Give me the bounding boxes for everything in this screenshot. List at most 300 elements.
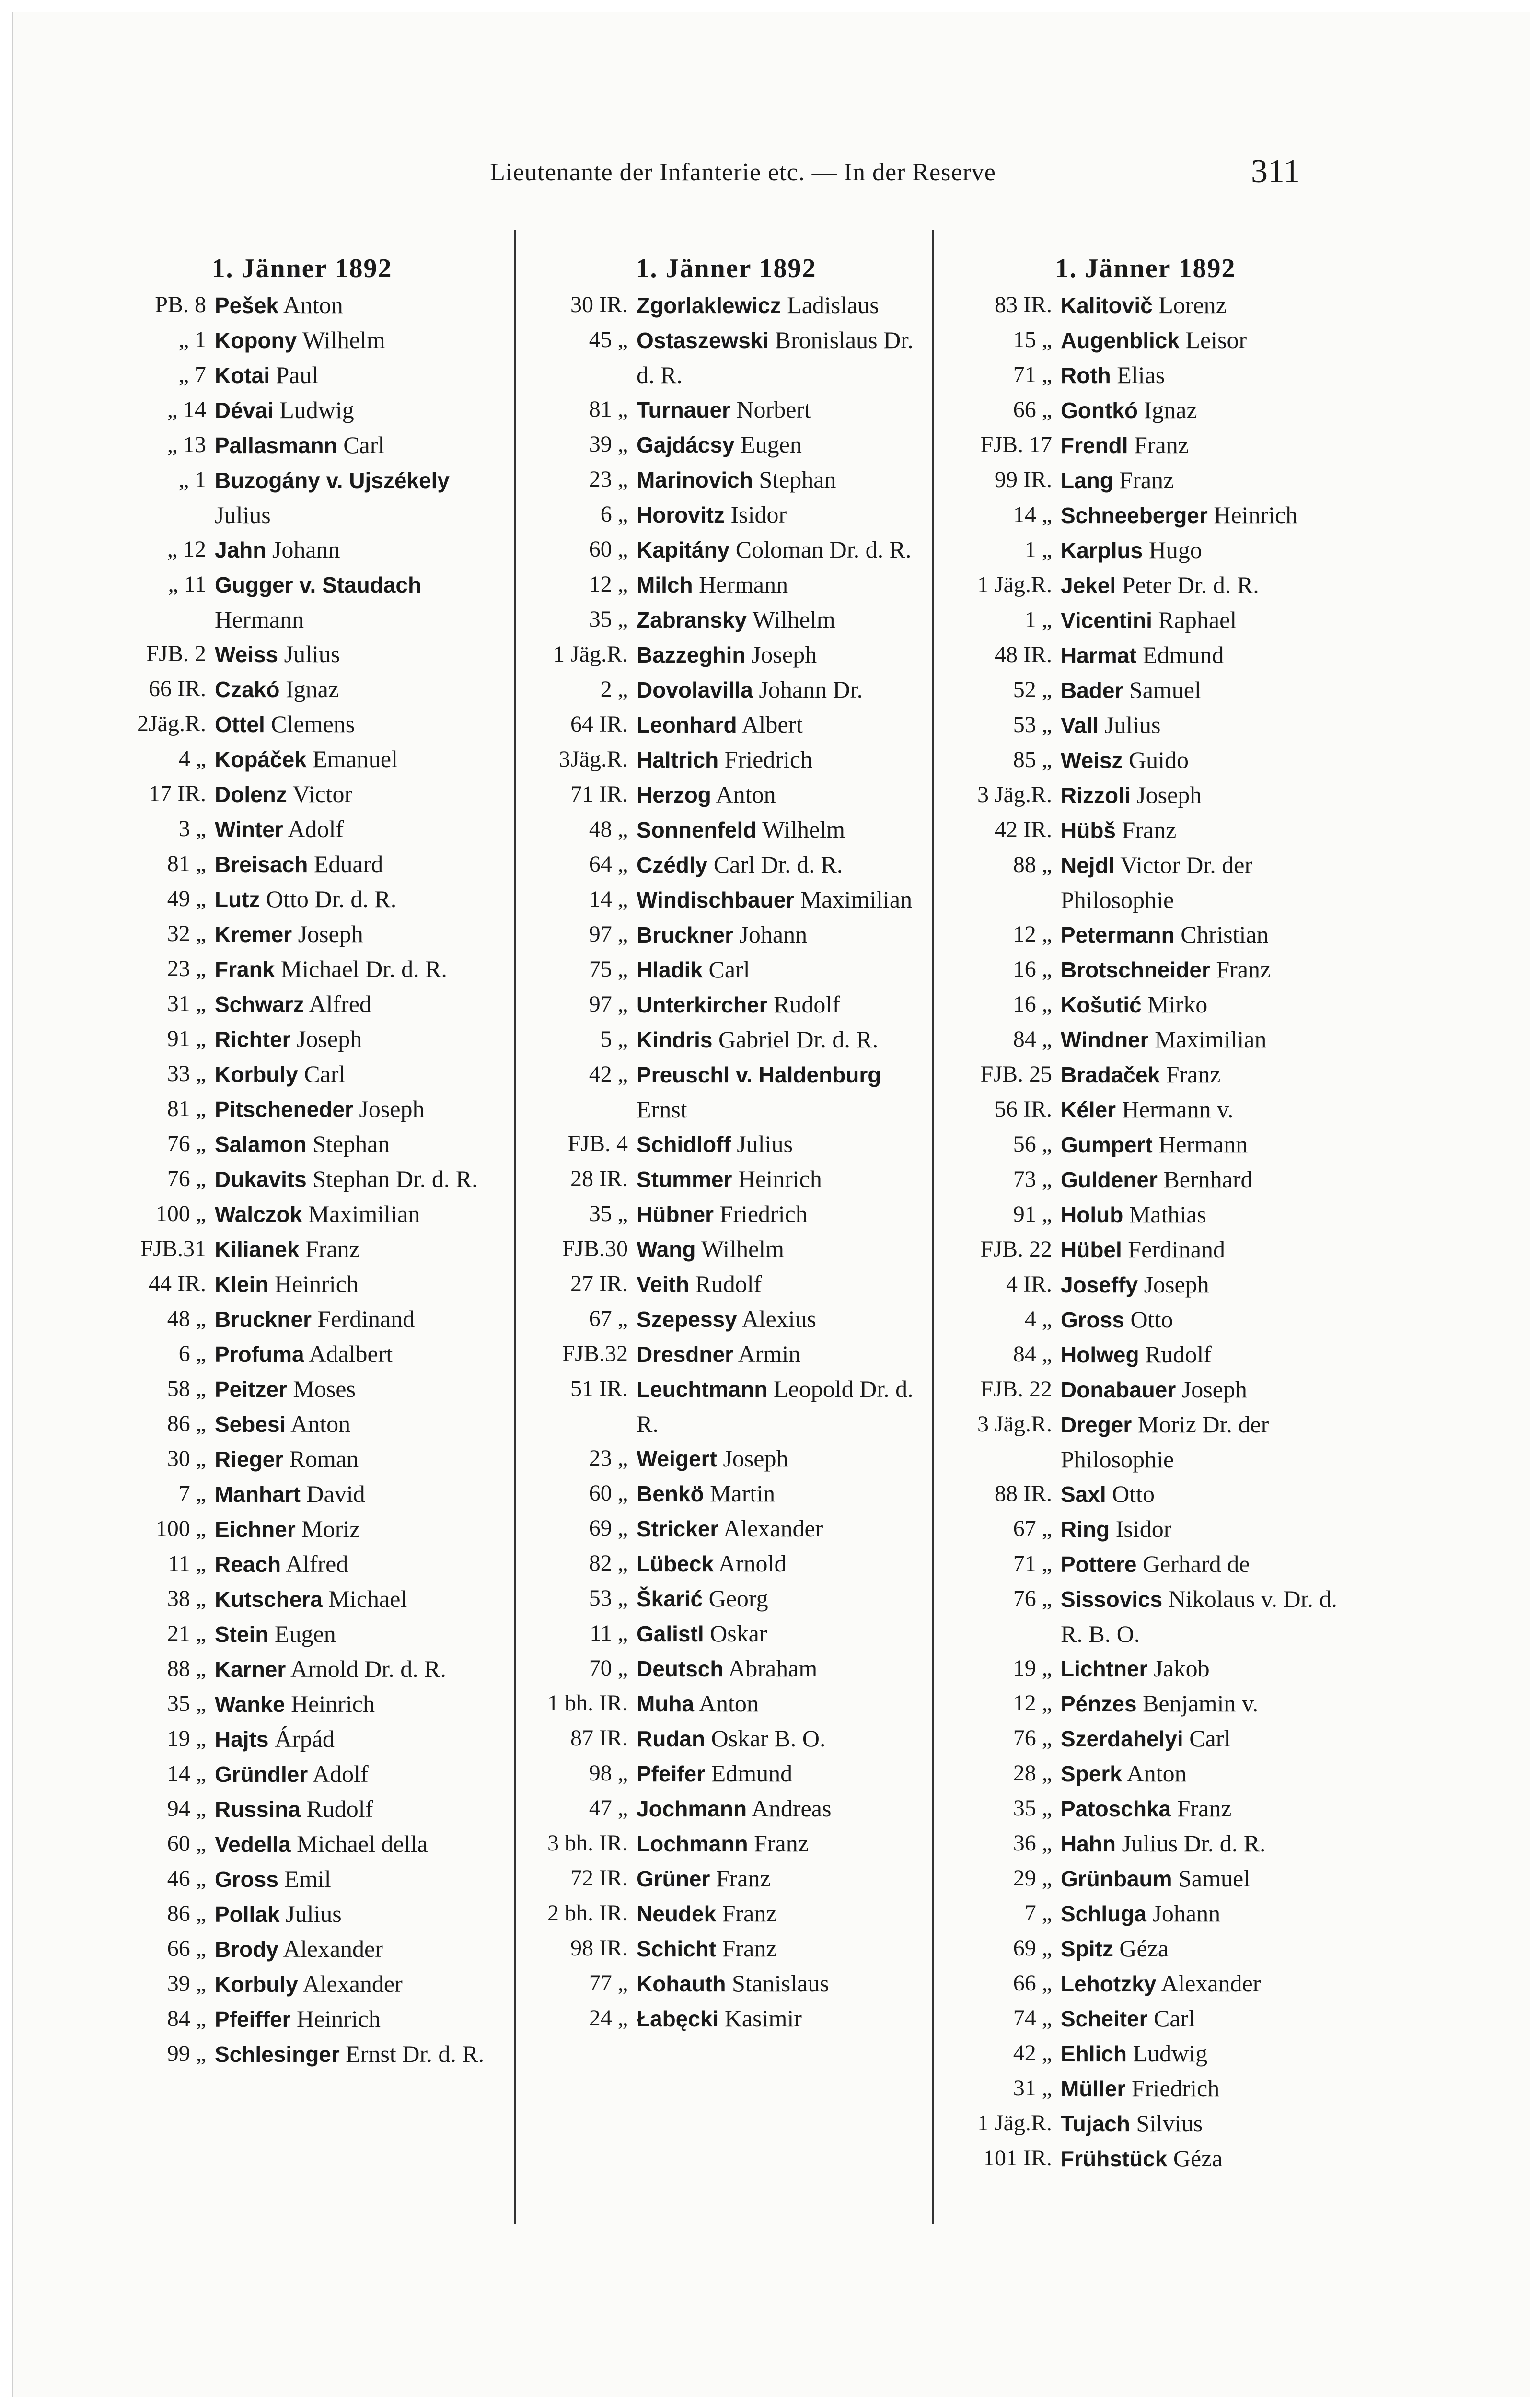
regiment-label: 42 IR. [995, 817, 1052, 842]
list-item [942, 1547, 1349, 1582]
list-item [522, 497, 930, 532]
column-heading: 1. Jänner 1892 [636, 254, 817, 283]
given-name: Julius [286, 1900, 342, 1927]
surname: Pešek [215, 293, 279, 318]
list-item [101, 637, 503, 672]
regiment-label: 1 Jäg.R. [977, 2110, 1052, 2136]
surname: Sebesi [215, 1412, 286, 1437]
surname: Weiss [215, 642, 278, 667]
officer-name [1061, 358, 1349, 393]
regiment-label: 14 „ [1013, 502, 1052, 527]
surname: Dreger [1061, 1412, 1132, 1437]
regiment-label: 1 Jäg.R. [553, 641, 628, 667]
regiment-label: 51 IR. [570, 1376, 628, 1401]
surname: Donabauer [1061, 1377, 1176, 1402]
given-name: Franz [754, 1830, 809, 1857]
surname: Kéler [1061, 1097, 1116, 1122]
given-name: Abraham [728, 1655, 818, 1682]
surname: Lehotzky [1061, 1971, 1157, 1996]
given-name: Anton [698, 1690, 759, 1717]
list-item [522, 1337, 930, 1372]
regiment-label: FJB.31 [140, 1236, 206, 1261]
given-name: Hermann [1158, 1131, 1248, 1158]
regiment-label: 15 „ [1013, 327, 1052, 352]
given-name: Carl Dr. d. R. [713, 851, 843, 878]
given-name: Heinrich [1214, 501, 1298, 528]
list-item [522, 1931, 930, 1966]
surname: Škarić [637, 1586, 703, 1611]
given-name: Carl [1154, 2005, 1195, 2032]
list-item [101, 1722, 503, 1757]
given-name: Friedrich [724, 746, 813, 773]
surname: Rizzoli [1061, 783, 1131, 808]
list-item [942, 1826, 1349, 1861]
given-name: Michael Dr. d. R. [280, 955, 447, 982]
list-item [942, 1232, 1349, 1267]
list-item [942, 463, 1349, 498]
regiment-label: FJB. 22 [980, 1236, 1052, 1262]
regiment-label: „ 12 [167, 536, 206, 562]
officer-name [215, 567, 503, 637]
list-item [942, 428, 1349, 463]
officer-name [1061, 917, 1349, 952]
officer-name [1061, 1372, 1349, 1407]
given-name: Alexander [283, 1935, 383, 1962]
given-name: Carl [1189, 1725, 1231, 1752]
given-name: Friedrich [719, 1200, 808, 1227]
regiment-label: 23 „ [589, 1445, 628, 1471]
surname: Łabęcki [637, 2006, 719, 2031]
list-item [101, 1757, 503, 1792]
list-item [522, 1581, 930, 1616]
officer-name [1061, 1302, 1349, 1337]
surname: Bradaček [1061, 1062, 1160, 1087]
regiment-label: 47 „ [589, 1795, 628, 1821]
regiment-label: 1 „ [1024, 537, 1052, 562]
list-item [942, 1651, 1349, 1686]
given-name: Roman [289, 1445, 359, 1472]
officer-name [1061, 1232, 1349, 1267]
given-name: Alexander [1161, 1970, 1261, 1997]
regiment-label: 1 bh. IR. [547, 1690, 628, 1716]
given-name: Moses [293, 1375, 356, 1402]
surname: Wanke [215, 1692, 285, 1717]
given-name: Julius [215, 501, 271, 528]
list-item [101, 1302, 503, 1337]
surname: Kremer [215, 922, 292, 947]
surname: Lochmann [637, 1831, 748, 1856]
list-item [942, 358, 1349, 393]
list-item [101, 777, 503, 812]
officer-name [637, 1756, 930, 1791]
list-item [942, 987, 1349, 1022]
officer-name [215, 1547, 503, 1582]
given-name: Benjamin v. [1143, 1690, 1259, 1717]
surname: Hübel [1061, 1237, 1122, 1262]
given-name: Gerhard de [1142, 1550, 1250, 1577]
officer-name [637, 1476, 930, 1511]
given-name: Emil [284, 1865, 331, 1892]
officer-name [215, 1197, 503, 1232]
given-name: Michael [328, 1585, 407, 1612]
surname: Schwarz [215, 992, 304, 1017]
list-item [942, 2001, 1349, 2036]
surname: Benkö [637, 1481, 704, 1506]
officer-name [215, 1127, 503, 1162]
officer-name [215, 1092, 503, 1127]
list-item [101, 917, 503, 952]
regiment-label: 48 „ [589, 816, 628, 842]
officer-name [637, 392, 930, 427]
regiment-label: 32 „ [167, 921, 206, 946]
regiment-label: 58 „ [167, 1376, 206, 1401]
given-name: Maximilian [308, 1200, 420, 1227]
regiment-label: 84 „ [1013, 1026, 1052, 1052]
list-item [522, 567, 930, 602]
regiment-label: 12 „ [1013, 1690, 1052, 1716]
given-name: Franz [1134, 431, 1189, 458]
list-item [101, 2001, 503, 2036]
officer-name [215, 1862, 503, 1897]
surname: Buzogány v. Ujszékely [215, 468, 450, 493]
surname: Lutz [215, 887, 260, 912]
officer-name [1061, 743, 1349, 778]
surname: Unterkircher [637, 992, 768, 1017]
officer-name [215, 1477, 503, 1512]
officer-name [637, 1896, 930, 1931]
column-divider [932, 230, 934, 2224]
list-item [101, 1022, 503, 1057]
given-name: Wilhelm [762, 816, 845, 843]
given-name: Anton [290, 1410, 351, 1437]
officer-name [637, 1581, 930, 1616]
officer-name [215, 987, 503, 1022]
surname: Manhart [215, 1482, 301, 1507]
surname: Dovolavilla [637, 677, 753, 702]
given-name: Franz [1216, 956, 1271, 983]
surname: Lichtner [1061, 1656, 1148, 1681]
surname: Breisach [215, 852, 308, 877]
surname: Stummer [637, 1167, 732, 1192]
regiment-label: 35 „ [1013, 1795, 1052, 1821]
officer-name [215, 1617, 503, 1652]
surname: Korbuly [215, 1062, 298, 1087]
list-item [101, 1057, 503, 1092]
surname: Bruckner [637, 922, 733, 947]
regiment-label: 39 „ [167, 1971, 206, 1996]
surname: Brody [215, 1937, 278, 1962]
surname: Windner [1061, 1027, 1149, 1052]
list-item [101, 1232, 503, 1267]
regiment-label: 87 IR. [570, 1725, 628, 1751]
given-name: Franz [305, 1235, 360, 1262]
regiment-label: 64 „ [589, 851, 628, 877]
regiment-label: 75 „ [589, 956, 628, 982]
regiment-label: 42 „ [1013, 2040, 1052, 2066]
regiment-label: 14 „ [589, 886, 628, 912]
list-item [522, 1861, 930, 1896]
given-name: Alfred [309, 990, 371, 1017]
surname: Zabransky [637, 607, 747, 632]
surname: Jekel [1061, 573, 1116, 598]
officer-name [215, 463, 503, 532]
given-name: Rudolf [695, 1270, 762, 1297]
regiment-label: 12 „ [1013, 921, 1052, 947]
officer-name [1061, 1162, 1349, 1197]
surname: Harmat [1061, 643, 1137, 668]
officer-name [1061, 813, 1349, 848]
given-name: Joseph [298, 920, 363, 947]
officer-name [637, 288, 930, 323]
given-name: Stephan [759, 466, 836, 493]
entry-list [942, 288, 1349, 2176]
surname: Gross [1061, 1307, 1124, 1332]
officer-name [1061, 1512, 1349, 1547]
given-name: Anton [1126, 1760, 1187, 1787]
given-name: Maximilian [1155, 1026, 1267, 1053]
given-name: Stanislaus [732, 1970, 829, 1997]
given-name: Maximilian [800, 886, 913, 913]
given-name: Lorenz [1158, 291, 1227, 318]
given-name: Joseph [359, 1095, 425, 1122]
officer-name [215, 637, 503, 672]
regiment-label: „ 11 [168, 571, 206, 597]
officer-name [215, 1512, 503, 1547]
given-name: Johann [1152, 1900, 1221, 1927]
surname: Vicentini [1061, 608, 1152, 633]
list-item [942, 952, 1349, 987]
list-item [522, 1651, 930, 1686]
entry-list [101, 288, 503, 2071]
surname: Hübner [637, 1202, 714, 1227]
surname: Gumpert [1061, 1132, 1153, 1157]
surname: Lang [1061, 468, 1113, 493]
surname: Augenblick [1061, 328, 1180, 353]
list-item [101, 1372, 503, 1407]
regiment-label: 29 „ [1013, 1865, 1052, 1891]
regiment-label: FJB. 25 [980, 1061, 1052, 1087]
given-name: Edmund [711, 1760, 793, 1787]
officer-name [637, 987, 930, 1022]
list-item [522, 882, 930, 917]
surname: Kohauth [637, 1971, 726, 1996]
surname: Petermann [1061, 922, 1175, 947]
officer-name [1061, 1896, 1349, 1931]
officer-name [637, 1511, 930, 1546]
regiment-label: 11 „ [168, 1551, 206, 1576]
given-name: Otto [1112, 1480, 1155, 1507]
officer-name [637, 777, 930, 812]
given-name: Carl [304, 1060, 346, 1087]
surname: Korbuly [215, 1972, 298, 1997]
list-item [522, 672, 930, 707]
surname: Salamon [215, 1132, 307, 1157]
regiment-label: 56 IR. [995, 1096, 1052, 1122]
regiment-label: „ 13 [167, 432, 206, 457]
list-item [522, 1162, 930, 1197]
given-name: Julius [1104, 711, 1161, 738]
list-item [942, 2106, 1349, 2141]
surname: Walczok [215, 1202, 302, 1227]
officer-name [637, 1057, 930, 1127]
surname: Czédly [637, 852, 708, 877]
regiment-label: 3 bh. IR. [547, 1830, 628, 1856]
regiment-label: 56 „ [1013, 1131, 1052, 1157]
given-name: Eduard [313, 850, 383, 877]
list-item [942, 1582, 1349, 1651]
officer-name [637, 672, 930, 707]
given-name: Martin [710, 1480, 776, 1507]
officer-name [637, 1931, 930, 1966]
list-item [942, 708, 1349, 743]
given-name: Adolf [313, 1760, 369, 1787]
given-name: Victor [292, 780, 353, 807]
officer-name [637, 532, 930, 567]
list-item [522, 1022, 930, 1057]
surname: Lübeck [637, 1551, 714, 1576]
list-item [101, 742, 503, 777]
officer-name [637, 1372, 930, 1441]
surname: Peitzer [215, 1377, 287, 1402]
list-item [101, 1827, 503, 1862]
regiment-label: 31 „ [1013, 2075, 1052, 2101]
given-name: Anton [283, 291, 343, 318]
surname: Marinovich [637, 467, 753, 492]
list-item [942, 1756, 1349, 1791]
list-item [942, 1791, 1349, 1826]
officer-name [215, 1582, 503, 1617]
surname: Saxl [1061, 1482, 1106, 1507]
given-name: Gabriel Dr. d. R. [718, 1026, 879, 1053]
list-item [101, 323, 503, 358]
regiment-label: 83 IR. [995, 292, 1052, 317]
regiment-label: 101 IR. [983, 2145, 1052, 2171]
officer-name [1061, 1477, 1349, 1512]
regiment-label: 66 „ [1013, 397, 1052, 422]
surname: Reach [215, 1552, 281, 1577]
given-name: Victor Dr. der Philosophie [1061, 851, 1253, 913]
officer-name [637, 323, 930, 392]
list-item [522, 1302, 930, 1337]
given-name: Ferdinand [1128, 1236, 1226, 1263]
officer-name [637, 1127, 930, 1162]
list-item [942, 2071, 1349, 2106]
regiment-label: 33 „ [167, 1061, 206, 1086]
given-name: Armin [738, 1340, 801, 1367]
surname: Joseffy [1061, 1272, 1138, 1297]
page-number: 311 [1251, 153, 1300, 190]
officer-name [215, 1652, 503, 1687]
list-item [522, 1057, 930, 1127]
officer-name [215, 917, 503, 952]
surname: Karplus [1061, 538, 1143, 563]
regiment-label: 97 „ [589, 921, 628, 947]
surname: Spitz [1061, 1936, 1113, 1961]
surname: Czakó [215, 677, 280, 702]
officer-name [637, 812, 930, 847]
regiment-label: 27 IR. [570, 1271, 628, 1296]
given-name: Silvius [1136, 2110, 1203, 2137]
officer-name [637, 1197, 930, 1232]
list-item [101, 1092, 503, 1127]
list-item [942, 813, 1349, 848]
surname: Stein [215, 1622, 269, 1647]
surname: Rieger [215, 1447, 284, 1472]
officer-name [1061, 323, 1349, 358]
officer-name [215, 1722, 503, 1757]
officer-name [1061, 2071, 1349, 2106]
given-name: Bronislaus Dr. d. R. [637, 326, 914, 388]
officer-name [215, 1827, 503, 1862]
column-3 [942, 249, 1349, 2176]
officer-name [215, 2036, 503, 2071]
given-name: Rudolf [306, 1795, 373, 1822]
column-1 [101, 249, 503, 2071]
surname: Schlesinger [215, 2042, 340, 2067]
list-item [101, 1477, 503, 1512]
list-item [101, 1582, 503, 1617]
regiment-label: 46 „ [167, 1866, 206, 1891]
officer-name [1061, 638, 1349, 673]
given-name: Franz [1166, 1061, 1221, 1088]
given-name: Edmund [1143, 641, 1224, 668]
list-item [101, 707, 503, 742]
list-item [522, 2001, 930, 2036]
surname: Pfeifer [637, 1761, 706, 1786]
surname: Schicht [637, 1936, 717, 1961]
regiment-label: 81 „ [167, 1096, 206, 1121]
regiment-label: 67 „ [1013, 1516, 1052, 1541]
given-name: Eugen [274, 1620, 336, 1647]
list-item [101, 1897, 503, 1932]
given-name: Ladislaus [787, 291, 879, 318]
officer-name [1061, 778, 1349, 813]
officer-name [637, 952, 930, 987]
officer-name [215, 1897, 503, 1932]
regiment-label: 98 „ [589, 1760, 628, 1786]
officer-name [1061, 673, 1349, 708]
surname: Galistl [637, 1621, 704, 1646]
list-item [942, 848, 1349, 917]
regiment-label: 30 „ [167, 1446, 206, 1471]
officer-name [1061, 568, 1349, 603]
given-name: Franz [722, 1935, 777, 1962]
list-item [101, 812, 503, 847]
given-name: David [306, 1480, 365, 1507]
officer-name [215, 1267, 503, 1302]
regiment-label: 60 „ [589, 1480, 628, 1506]
regiment-label: 81 „ [167, 851, 206, 876]
regiment-label: 12 „ [589, 571, 628, 597]
given-name: Mathias [1129, 1201, 1206, 1228]
list-item [101, 1442, 503, 1477]
given-name: Heinrich [296, 2005, 381, 2032]
regiment-label: 39 „ [589, 431, 628, 457]
surname: Ring [1061, 1517, 1110, 1542]
given-name: Ernst [637, 1096, 687, 1123]
surname: Kapitány [637, 537, 730, 562]
given-name: Jakob [1153, 1655, 1210, 1682]
officer-name [1061, 603, 1349, 638]
officer-name [215, 672, 503, 707]
officer-name [1061, 2001, 1349, 2036]
given-name: Stephan Dr. d. R. [313, 1165, 478, 1192]
surname: Nejdl [1061, 853, 1115, 878]
officer-name [215, 323, 503, 358]
given-name: Hugo [1148, 536, 1202, 563]
list-item [942, 1267, 1349, 1302]
surname: Kopáček [215, 747, 307, 772]
